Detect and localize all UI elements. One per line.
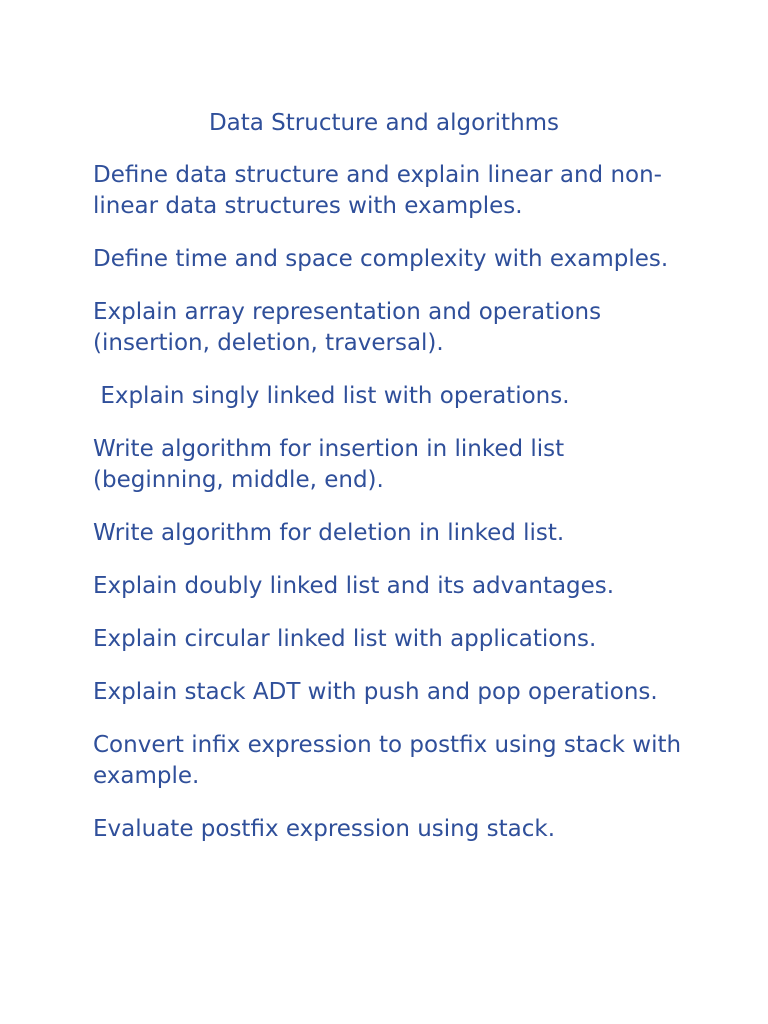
question-item: Define data structure and explain linear and non-linear data structures with examples.	[93, 162, 662, 219]
question-item: Convert infix expression to postfix using stack with example.	[93, 732, 689, 789]
question-item: Evaluate postfix expression using stack.	[93, 816, 556, 842]
question-item: Explain stack ADT with push and pop operations.	[93, 679, 658, 705]
question-item: Define time and space complexity with examples.	[93, 246, 669, 272]
question-list	[93, 160, 689, 867]
question-item: Explain singly linked list with operations.	[93, 383, 570, 409]
question-item: Write algorithm for deletion in linked list.	[93, 520, 565, 546]
question-item: Explain array representation and operations (insertion, deletion, traversal).	[93, 299, 609, 356]
question-item: Write algorithm for insertion in linked list (beginning, middle, end).	[93, 436, 572, 493]
document-title: Data Structure and algorithms	[208, 110, 560, 136]
question-item: Explain doubly linked list and its advantages.	[93, 573, 615, 599]
question-item: Explain circular linked list with applications.	[93, 626, 597, 652]
